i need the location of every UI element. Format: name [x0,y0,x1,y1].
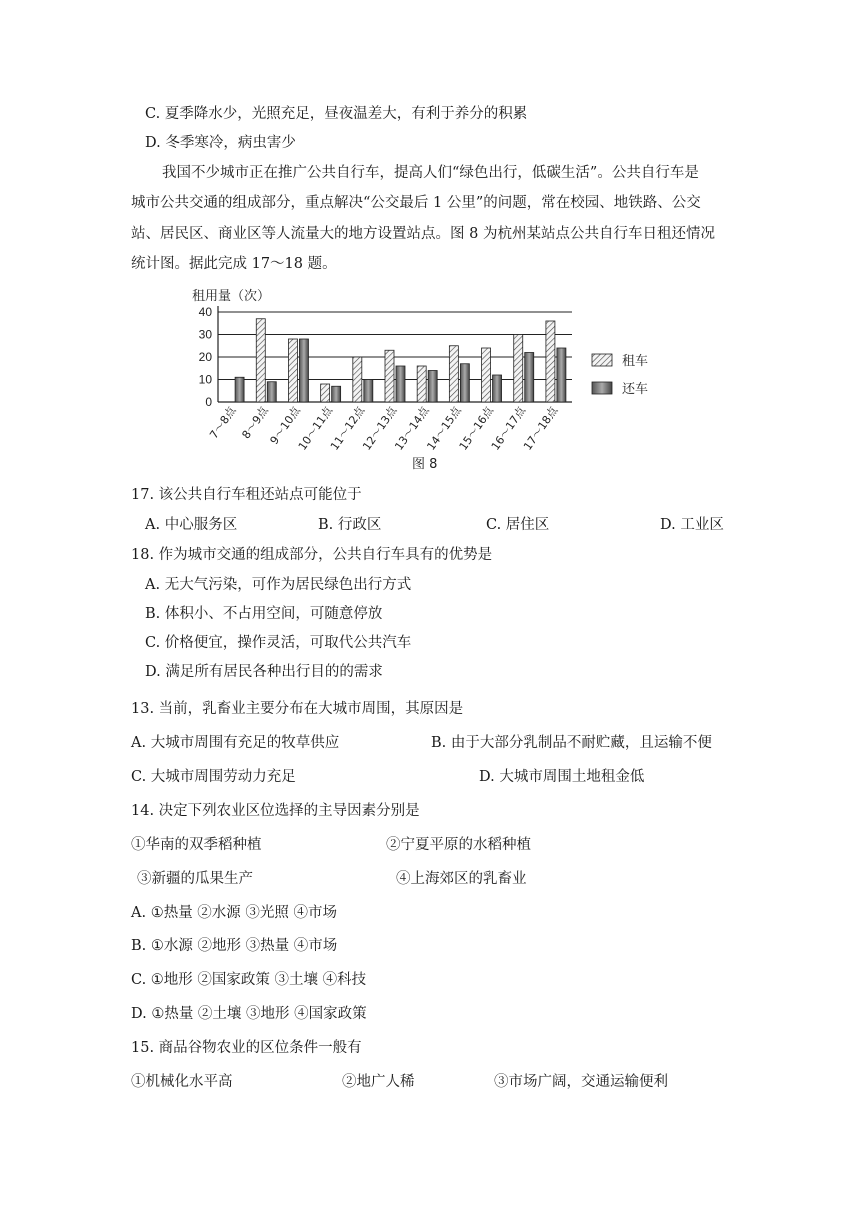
q17-option-c: C. 居住区 [486,517,550,533]
q17-option-b: B. 行政区 [318,517,382,533]
return-bar [460,364,469,402]
rent-bar [514,335,523,403]
x-category-label: 15～16点 [456,404,497,453]
rent-bar [417,366,426,402]
q15-item-1: ①机械化水平高 [131,1074,233,1090]
y-axis-label: 租用量（次） [192,289,271,304]
x-category-label: 17～18点 [521,404,561,453]
q13-option-d: D. 大城市周围土地租金低 [479,769,645,785]
x-category-label: 13～14点 [392,404,432,453]
passage-line-4: 统计图。据此完成 17～18 题。 [131,256,337,272]
q18-option-a: A. 无大气污染，可作为居民绿色出行方式 [145,577,412,593]
q14-item-2: ②宁夏平原的水稻种植 [386,837,531,853]
return-bar [332,386,341,402]
return-bar [557,348,566,402]
x-category-label: 8～9点 [239,404,271,442]
q13-option-b: B. 由于大部分乳制品不耐贮藏，且运输不便 [431,735,712,751]
q17-stem: 17. 该公共自行车租还站点可能位于 [131,487,362,503]
return-bar [525,353,534,403]
q14-option-a: A. ①热量 ②水源 ③光照 ④市场 [131,905,338,921]
q18-stem: 18. 作为城市交通的组成部分，公共自行车具有的优势是 [131,547,493,563]
q15-item-2: ②地广人稀 [342,1074,415,1090]
rent-bar [321,384,330,402]
prev-option-d: D. 冬季寒冷，病虫害少 [145,135,296,151]
rent-bar [385,350,394,402]
x-category-label: 14～15点 [424,404,464,453]
q13-option-c: C. 大城市周围劳动力充足 [131,769,296,785]
passage-line-3: 站、居民区、商业区等人流量大的地方设置站点。图 8 为杭州某站点公共自行车日租还情况 [131,226,715,242]
q14-item-1: ①华南的双季稻种植 [131,837,262,853]
y-tick-label: 40 [198,305,212,319]
figure-caption: 图 8 [412,457,438,472]
q18-option-b: B. 体积小、不占用空间，可随意停放 [145,606,383,622]
prev-option-c: C. 夏季降水少，光照充足，昼夜温差大，有利于养分的积累 [145,106,528,122]
x-category-label: 10～11点 [295,404,336,453]
y-tick-label: 0 [205,395,212,409]
q14-stem: 14. 决定下列农业区位选择的主导因素分别是 [131,803,420,819]
rent-bar [353,357,362,402]
q14-option-d: D. ①热量 ②土壤 ③地形 ④国家政策 [131,1006,367,1022]
bike-rental-chart [180,282,680,472]
rent-bar [546,321,555,402]
q14-option-c: C. ①地形 ②国家政策 ③土壤 ④科技 [131,972,367,988]
q18-option-c: C. 价格便宜，操作灵活，可取代公共汽车 [145,635,412,651]
q18-option-d: D. 满足所有居民各种出行目的的需求 [145,664,383,680]
legend-rent-label: 租车 [622,354,649,369]
return-bar [267,382,276,402]
y-tick-label: 10 [198,372,212,387]
q13-stem: 13. 当前，乳畜业主要分布在大城市周围，其原因是 [131,701,464,717]
return-bar [364,380,373,403]
q14-item-3: ③新疆的瓜果生产 [137,871,253,887]
passage-line-2: 城市公共交通的组成部分，重点解决“公交最后 1 公里”的问题，常在校园、地铁路、公交 [131,195,701,211]
q17-option-a: A. 中心服务区 [145,517,238,533]
q15-item-3: ③市场广阔，交通运输便利 [494,1074,668,1090]
x-category-label: 9～10点 [267,404,303,447]
return-bar [235,377,244,402]
legend-rent-swatch [592,354,612,366]
passage-line-1: 我国不少城市正在推广公共自行车，提高人们“绿色出行，低碳生活”。公共自行车是 [162,165,699,181]
q13-option-a: A. 大城市周围有充足的牧草供应 [131,735,340,751]
x-category-label: 7～8点 [207,404,239,442]
x-category-label: 12～13点 [360,404,400,453]
x-category-label: 16～17点 [488,404,529,453]
rent-bar [256,319,265,402]
q14-item-4: ④上海郊区的乳畜业 [396,871,527,887]
q14-option-b: B. ①水源 ②地形 ③热量 ④市场 [131,938,338,954]
q17-option-d: D. 工业区 [660,517,724,533]
q15-stem: 15. 商品谷物农业的区位条件一般有 [131,1040,362,1056]
return-bar [299,339,308,402]
rent-bar [449,346,458,402]
y-tick-label: 30 [198,327,212,342]
rent-bar [288,339,297,402]
y-tick-label: 20 [198,350,212,364]
return-bar [396,366,405,402]
return-bar [428,371,437,403]
legend-return-swatch [592,382,612,394]
return-bar [493,375,502,402]
legend-return-label: 还车 [622,382,649,397]
x-category-label: 11～12点 [327,404,368,453]
rent-bar [482,348,491,402]
